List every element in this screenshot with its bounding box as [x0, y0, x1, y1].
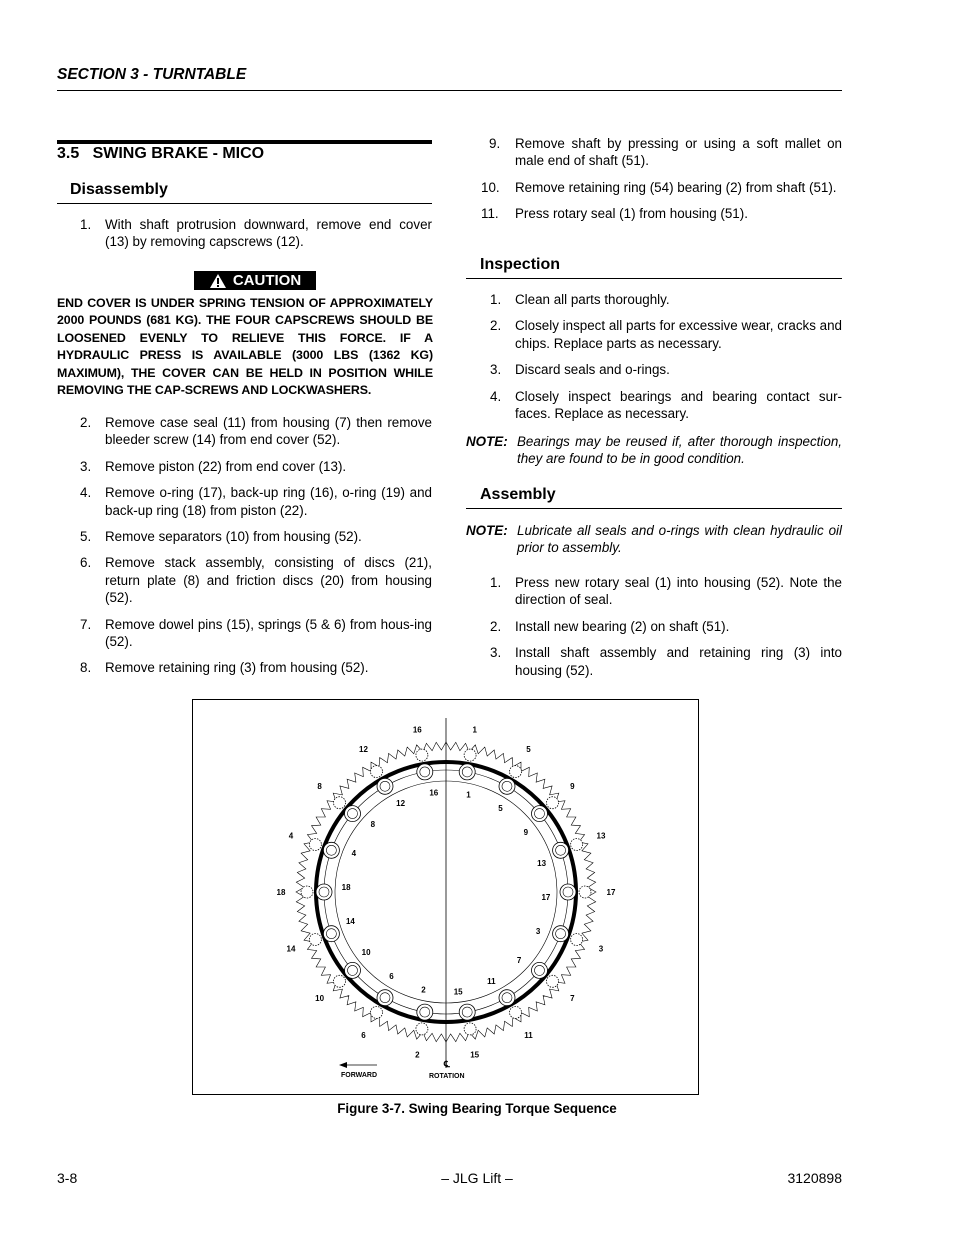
disassembly-heading: Disassembly — [70, 181, 168, 198]
outer-bolt-hole — [579, 886, 591, 898]
step-number: 4. — [490, 388, 502, 404]
section-title: 3.5 SWING BRAKE - MICO — [57, 145, 265, 162]
list-item — [490, 644, 842, 679]
inner-bolt-hole — [323, 926, 339, 942]
outer-bolt-hole — [416, 1023, 428, 1035]
step-number: 2. — [490, 318, 502, 334]
outer-sequence-label: 7 — [570, 994, 575, 1004]
step-text: With shaft protrusion downward, remove end cover (13) by removing capscrews (12). — [105, 217, 432, 250]
outer-bolt-hole — [464, 749, 476, 761]
caution-label — [194, 271, 316, 290]
note-label: NOTE: — [466, 523, 508, 538]
outer-bolt-hole — [510, 1006, 522, 1018]
inner-bolt-hole — [377, 990, 393, 1006]
step-number: 1. — [490, 575, 502, 590]
section-title-bar — [57, 140, 432, 144]
outer-sequence-label: 16 — [412, 725, 422, 735]
list-item — [80, 458, 432, 475]
note-text: Bearings may be reused if, after thorough inspection, they are found to be in good condition. — [517, 434, 842, 467]
section-header: SECTION 3 - TURNTABLE — [57, 66, 247, 83]
header-rule — [57, 90, 842, 91]
step-text: Closely inspect all parts for excessive wear, cracks and chips. Replace parts as necessary. — [515, 318, 842, 351]
step-number: 11. — [481, 206, 499, 222]
step-number: 3. — [80, 458, 92, 474]
step-text: Press rotary seal (1) from housing (51). — [515, 206, 748, 222]
outer-bolt-hole — [371, 1006, 383, 1018]
outer-bolt-hole — [334, 975, 346, 987]
outer-bolt-hole — [301, 886, 313, 898]
step-text: Press new rotary seal (1) into housing (52). Note the direction of seal. — [515, 575, 842, 608]
step-text: Remove separators (10) from housing (52). — [105, 529, 362, 545]
step-number: 8. — [80, 660, 92, 676]
inspection-rule — [466, 278, 842, 279]
inner-sequence-label: 16 — [429, 788, 439, 798]
figure-frame — [192, 699, 699, 1095]
outer-bolt-hole — [309, 839, 321, 851]
inner-bolt-hole — [417, 1004, 433, 1020]
outer-bolt-hole — [571, 839, 583, 851]
list-item — [481, 179, 842, 196]
step-text: Remove shaft by pressing or using a soft mallet on male end of shaft (51). — [515, 136, 842, 169]
list-item — [481, 135, 842, 170]
step-text: Remove dowel pins (15), springs (5 & 6) from hous-ing (52). — [105, 616, 432, 650]
inner-sequence-label: 14 — [345, 917, 355, 927]
step-text: Remove case seal (11) from housing (7) then remove bleeder screw (14) from end cover (52). — [105, 415, 432, 448]
outer-bolt-hole — [547, 975, 559, 987]
figure-caption: Figure 3-7. Swing Bearing Torque Sequence — [337, 1101, 617, 1116]
inner-sequence-label: 15 — [453, 987, 463, 997]
inner-sequence-label: 8 — [370, 819, 376, 829]
outer-sequence-label: 17 — [606, 888, 616, 897]
inner-bolt-hole — [323, 842, 339, 858]
list-item — [80, 554, 432, 606]
list-item — [481, 205, 842, 222]
step-number: 10. — [481, 179, 500, 195]
step-text: Remove retaining ring (54) bearing (2) from shaft (51). — [515, 179, 837, 195]
step-number: 1. — [490, 292, 502, 307]
inner-sequence-label: 11 — [487, 977, 496, 987]
inner-sequence-label: 18 — [341, 882, 351, 892]
swing-bearing-diagram — [193, 700, 698, 1094]
centerline-symbol: ℄ — [444, 1059, 450, 1069]
warning-icon — [209, 273, 227, 289]
outer-sequence-label: 2 — [415, 1050, 420, 1060]
list-item — [490, 618, 842, 635]
inner-sequence-label: 3 — [535, 927, 541, 937]
inspection-heading: Inspection — [480, 256, 561, 273]
inner-bolt-hole — [345, 962, 361, 978]
inner-bolt-hole — [499, 990, 515, 1006]
inner-bolt-hole — [459, 1004, 475, 1020]
disassembly-rule — [57, 203, 432, 204]
list-item — [80, 484, 432, 519]
inner-sequence-label: 2 — [421, 985, 426, 995]
outer-bolt-hole — [416, 749, 428, 761]
inner-bolt-hole — [553, 842, 569, 858]
outer-sequence-label: 9 — [570, 781, 575, 791]
inner-sequence-label: 6 — [389, 971, 394, 981]
outer-sequence-label: 14 — [286, 944, 296, 954]
step-number: 2. — [80, 415, 92, 430]
rotation-label: ROTATION — [429, 1073, 465, 1080]
step-number: 3. — [490, 645, 502, 661]
outer-sequence-label: 13 — [596, 831, 606, 841]
list-item — [490, 361, 842, 378]
caution-text: END COVER IS UNDER SPRING TENSION OF APPROXIMATELY 2000 POUNDS (681 KG). THE FOUR CAPSCREWS SHOULD BE LOOSENED EVENLY TO RELIEVE THIS FORCE. IF A HYDRAULIC PRESS IS AVAILABLE (3000 LBS (1362 KG) MAXIMUM), THE COVER CAN BE HELD IN POSITION WHILE REMOVING THE CAP-SCREWS AND LOCKWASHERS. — [57, 296, 433, 398]
outer-bolt-hole — [510, 766, 522, 778]
outer-sequence-label: 8 — [317, 781, 322, 791]
disassembly-steps-right — [481, 135, 842, 232]
list-item — [80, 216, 432, 251]
step-text: Discard seals and o-rings. — [515, 362, 670, 378]
inner-sequence-label: 17 — [541, 893, 551, 903]
outer-bolt-hole — [371, 766, 383, 778]
outer-bolt-hole — [571, 934, 583, 946]
inner-sequence-label: 13 — [537, 858, 547, 868]
assembly-heading: Assembly — [480, 486, 556, 503]
inner-bolt-hole — [417, 764, 433, 780]
step-text: Closely inspect bearings and bearing contact sur-faces. Replace as necessary. — [515, 388, 842, 422]
step-number: 7. — [80, 616, 92, 632]
outer-sequence-label: 1 — [472, 725, 477, 735]
forward-arrow-head — [339, 1062, 347, 1068]
list-item — [80, 616, 432, 651]
step-text: Remove piston (22) from end cover (13). — [105, 458, 347, 474]
list-item — [490, 574, 842, 609]
inspection-note — [466, 433, 842, 468]
step-number: 4. — [80, 485, 92, 501]
list-item — [80, 528, 432, 545]
forward-label: FORWARD — [341, 1072, 378, 1079]
inner-sequence-label: 9 — [523, 827, 529, 837]
document-number: 3120898 — [787, 1170, 842, 1186]
step-text: Remove retaining ring (3) from housing (52). — [105, 660, 369, 676]
inner-bolt-hole — [377, 778, 393, 794]
list-item — [80, 659, 432, 676]
inner-bolt-hole — [532, 962, 548, 978]
inner-bolt-hole — [532, 806, 548, 822]
step-number: 1. — [80, 217, 92, 232]
inner-sequence-label: 12 — [396, 798, 406, 808]
inner-sequence-label: 1 — [466, 790, 471, 800]
note-text: Lubricate all seals and o-rings with clean hydraulic oil prior to assembly. — [517, 523, 842, 556]
outer-sequence-label: 6 — [361, 1030, 366, 1040]
inner-sequence-label: 7 — [516, 956, 522, 966]
inspection-steps — [490, 291, 842, 431]
inner-bolt-hole — [316, 884, 332, 900]
outer-bolt-hole — [334, 797, 346, 809]
step-number: 6. — [80, 555, 92, 571]
outer-sequence-label: 15 — [470, 1050, 480, 1060]
step-number: 5. — [80, 529, 92, 545]
outer-bolt-hole — [464, 1023, 476, 1035]
assembly-steps — [490, 574, 842, 688]
step-text: Install new bearing (2) on shaft (51). — [515, 618, 730, 634]
outer-sequence-label: 5 — [526, 745, 531, 755]
step-text: Remove o-ring (17), back-up ring (16), o-ring (19) and back-up ring (18) from piston (22). — [105, 485, 432, 518]
page-number: 3-8 — [57, 1170, 78, 1186]
inner-sequence-label: 10 — [361, 948, 371, 958]
step-text: Remove stack assembly, consisting of discs (21), return plate (8) and friction discs (20) from housing (52). — [105, 555, 432, 606]
inner-sequence-label: 5 — [498, 804, 503, 814]
inner-bolt-hole — [499, 778, 515, 794]
step-text: Clean all parts thoroughly. — [515, 292, 670, 307]
outer-sequence-label: 18 — [276, 888, 286, 897]
outer-sequence-label: 3 — [598, 944, 604, 954]
step-text: Install shaft assembly and retaining ring (3) into housing (52). — [515, 645, 842, 678]
outer-sequence-label: 12 — [359, 745, 368, 755]
inner-sequence-label: 4 — [351, 848, 357, 858]
list-item — [490, 291, 842, 308]
outer-sequence-label: 11 — [524, 1030, 533, 1040]
list-item — [490, 388, 842, 423]
footer-publisher: – JLG Lift – — [441, 1170, 513, 1186]
caution-word: CAUTION — [232, 272, 302, 289]
assembly-note — [466, 522, 842, 557]
disassembly-steps-left — [80, 414, 432, 686]
inner-bolt-hole — [345, 806, 361, 822]
note-label: NOTE: — [466, 434, 508, 449]
outer-bolt-hole — [547, 797, 559, 809]
inner-bolt-hole — [553, 926, 569, 942]
outer-bolt-hole — [309, 934, 321, 946]
step-number: 9. — [489, 136, 501, 151]
inner-bolt-hole — [560, 884, 576, 900]
step-number: 3. — [490, 362, 502, 378]
outer-sequence-label: 4 — [288, 831, 294, 841]
outer-sequence-label: 10 — [315, 994, 325, 1004]
list-item — [490, 317, 842, 352]
inner-bolt-hole — [459, 764, 475, 780]
assembly-rule — [466, 508, 842, 509]
step-number: 2. — [490, 618, 502, 634]
list-item — [80, 414, 432, 449]
